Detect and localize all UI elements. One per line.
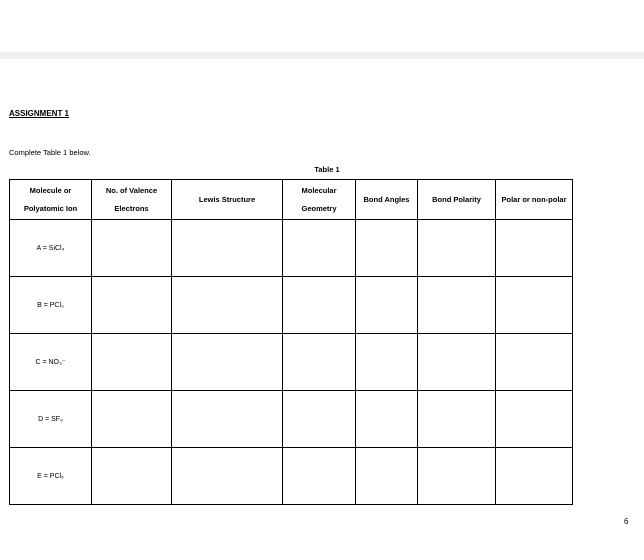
- row-label: B = PCl₃: [10, 277, 92, 334]
- answer-cell[interactable]: [283, 220, 356, 277]
- answer-cell[interactable]: [92, 277, 172, 334]
- header-polar-nonpolar: Polar or non-polar: [496, 180, 573, 220]
- page-number: 6: [624, 517, 629, 526]
- row-label: A = SiCl₄: [10, 220, 92, 277]
- answer-cell[interactable]: [356, 277, 418, 334]
- answer-cell[interactable]: [418, 334, 496, 391]
- answer-cell[interactable]: [92, 391, 172, 448]
- answer-cell[interactable]: [496, 277, 573, 334]
- page-top-margin: [0, 0, 644, 52]
- answer-cell[interactable]: [418, 391, 496, 448]
- header-bond-angles: Bond Angles: [356, 180, 418, 220]
- answer-cell[interactable]: [418, 277, 496, 334]
- answer-cell[interactable]: [496, 391, 573, 448]
- answer-cell[interactable]: [92, 448, 172, 505]
- answer-cell[interactable]: [172, 448, 283, 505]
- assignment-instruction: Complete Table 1 below.: [9, 148, 91, 157]
- answer-cell[interactable]: [418, 448, 496, 505]
- table-row: [10, 334, 573, 391]
- answer-cell[interactable]: [356, 334, 418, 391]
- table-row: [10, 391, 573, 448]
- page-separator: [0, 52, 644, 59]
- table-row: [10, 220, 573, 277]
- header-valence-electrons: No. of Valence Electrons: [92, 180, 172, 220]
- header-bond-polarity: Bond Polarity: [418, 180, 496, 220]
- answer-cell[interactable]: [92, 220, 172, 277]
- header-molecular-geometry: Molecular Geometry: [283, 180, 356, 220]
- table-header-row: [10, 180, 573, 220]
- table-caption: Table 1: [314, 165, 340, 174]
- answer-cell[interactable]: [172, 334, 283, 391]
- answer-cell[interactable]: [356, 220, 418, 277]
- row-label: D = SF₆: [10, 391, 92, 448]
- answer-cell[interactable]: [283, 334, 356, 391]
- answer-cell[interactable]: [283, 277, 356, 334]
- answer-cell[interactable]: [356, 391, 418, 448]
- row-label: C = NO₃⁻: [10, 334, 92, 391]
- assignment-heading: ASSIGNMENT 1: [9, 109, 70, 118]
- row-label: E = PCl₅: [10, 448, 92, 505]
- table-row: [10, 448, 573, 505]
- answer-cell[interactable]: [172, 220, 283, 277]
- answer-cell[interactable]: [496, 448, 573, 505]
- assignment-table: [9, 179, 573, 505]
- answer-cell[interactable]: [496, 220, 573, 277]
- answer-cell[interactable]: [496, 334, 573, 391]
- answer-cell[interactable]: [356, 448, 418, 505]
- answer-cell[interactable]: [283, 448, 356, 505]
- header-lewis-structure: Lewis Structure: [172, 180, 283, 220]
- answer-cell[interactable]: [172, 277, 283, 334]
- table-row: [10, 277, 573, 334]
- answer-cell[interactable]: [418, 220, 496, 277]
- answer-cell[interactable]: [283, 391, 356, 448]
- answer-cell[interactable]: [172, 391, 283, 448]
- answer-cell[interactable]: [92, 334, 172, 391]
- header-molecule: Molecule or Polyatomic Ion: [10, 180, 92, 220]
